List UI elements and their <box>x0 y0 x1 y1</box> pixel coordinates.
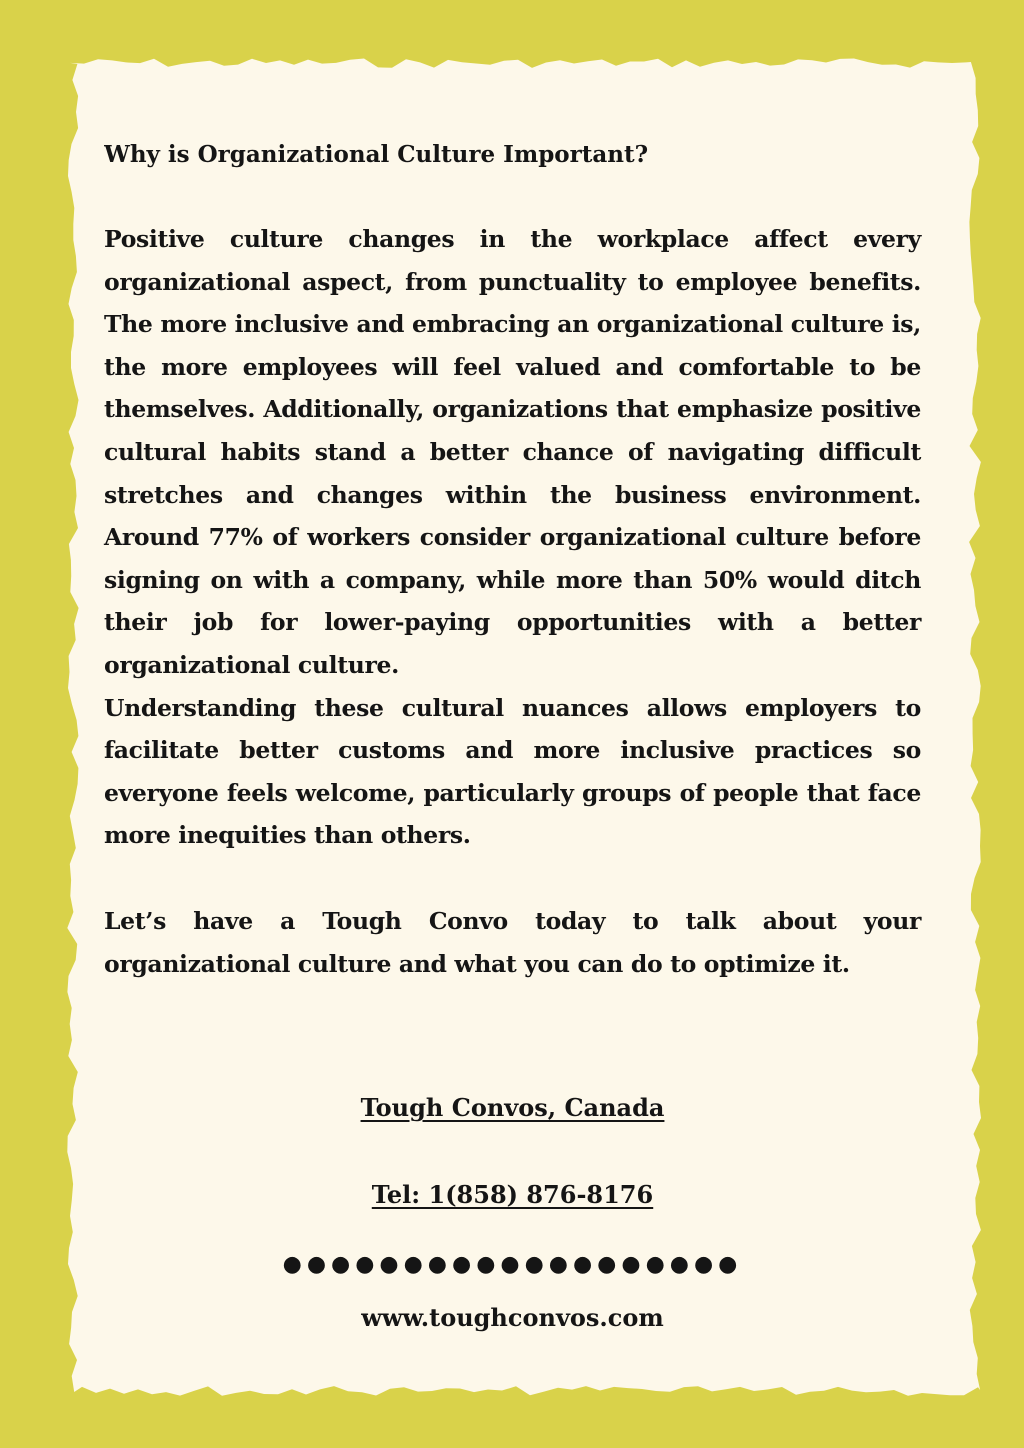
spacer <box>104 857 921 900</box>
call-to-action-paragraph: Let’s have a Tough Convo today to talk about your organizational culture and what you can do to optimize it. <box>104 906 921 978</box>
company-name-text: Tough Convos, Canada <box>360 1093 665 1122</box>
body-paragraph-2: Understanding these cultural nuances allows employers to facilitate better customs and more inclusive practices so everyone feels welcome, particularly groups of people that face more inequities than others. <box>104 693 921 850</box>
company-name <box>104 1093 921 1122</box>
dot-divider: ●●●●●●●●●●●●●●●●●●● <box>282 1252 743 1277</box>
website-link[interactable]: www.toughconvos.com <box>361 1303 664 1332</box>
body-paragraph-1: Positive culture changes in the workplace affect every organizational aspect, from punctuality to employee benefits. The more inclusive and embracing an organizational culture is, the more employees will feel valued and comfortable to be themselves. Additionally, organizations that emphasize positive cultural habits stand a better chance of navigating difficult stretches and changes within the business environment. Around 77% of workers consider organizational culture before signing on with a company, while more than 50% would ditch their job for lower-paying opportunities with a better organizational culture. <box>104 225 921 679</box>
page-title: Why is Organizational Culture Important? <box>104 141 649 168</box>
article <box>104 134 921 985</box>
spacer <box>104 176 921 218</box>
phone-number[interactable] <box>104 1180 921 1209</box>
phone-number-text[interactable]: Tel: 1(858) 876-8176 <box>371 1180 654 1209</box>
